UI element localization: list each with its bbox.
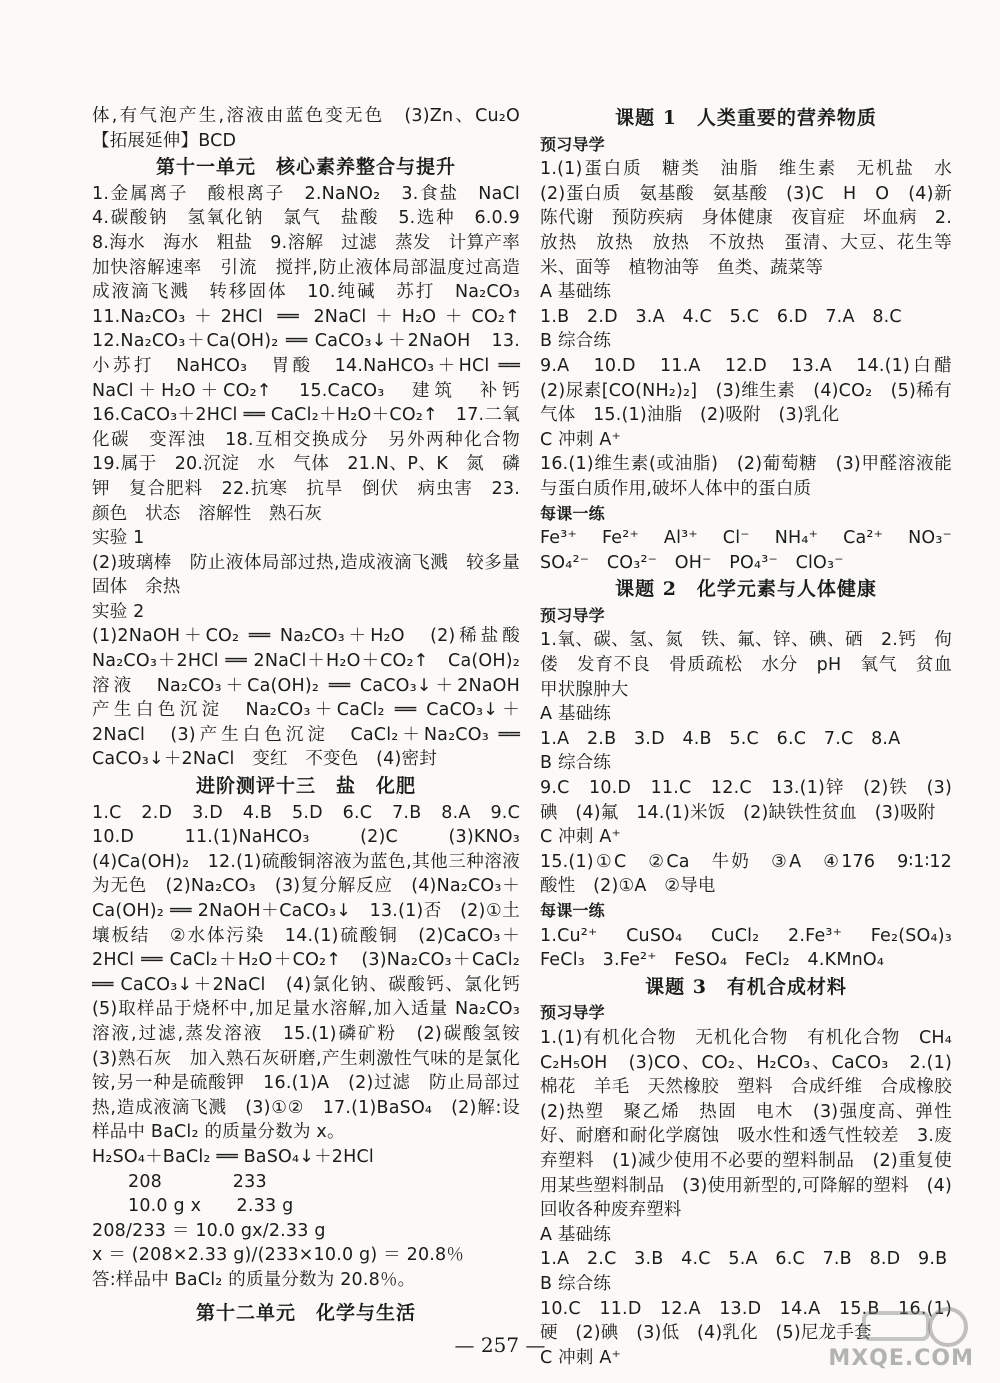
paragraph: 9.A 10.D 11.A 12.D 13.A 14.(1)白醋 (2)尿素[CO(NH₂)₂] (3)维生素 (4)CO₂ (5)稀有气体 15.(1)油脂 (2)吸附 (3)乳化 <box>540 355 970 426</box>
equation: x ＝ (208×2.33 g)/(233×10.0 g) ＝ 20.8％ <box>92 1245 465 1266</box>
paragraph: 10.C 11.D 12.A 13.D 14.A 15.B 16.(1)硬 (2)碘 (3)低 (4)乳化 (5)尼龙手套 <box>540 1298 952 1344</box>
paragraph: 1.B 2.D 3.A 4.C 5.C 6.D 7.A 8.C <box>540 306 902 327</box>
subheading: B 综合练 <box>540 1273 612 1294</box>
paragraph: 15.(1)①C ②Ca 牛奶 ③A ④176 9∶1∶12 酸性 (2)①A ②导电 <box>540 851 970 897</box>
section-heading: 进阶测评十三 盐 化肥 <box>195 775 416 798</box>
subheading: A 基础练 <box>540 282 612 303</box>
equation: H₂SO₄＋BaCl₂ ══ BaSO₄↓＋2HCl <box>92 1146 374 1167</box>
subheading: 预习导学 <box>540 605 605 625</box>
paragraph: (1)2NaOH＋CO₂ ══ Na₂CO₃＋H₂O (2)稀盐酸 Na₂CO₃＋2HCl ══ 2NaCl＋H₂O＋CO₂↑ Ca(OH)₂溶液 Na₂CO₃＋Ca(OH)₂ ══ CaCO₃↓＋2NaOH 产生白色沉淀 Na₂CO₃＋CaCl₂ ══ CaCO₃↓＋2NaCl (3)产生白色沉淀 CaCl₂＋Na₂CO₃ ══ CaCO₃↓＋2NaCl 变红 不变色 (4)密封 <box>92 626 538 770</box>
subheading: 每课一练 <box>540 503 605 523</box>
paragraph: 9.C 10.D 11.C 12.C 13.(1)锌 (2)铁 (3)碘 (4)氟 14.(1)米饭 (2)缺铁性贫血 (3)吸附 <box>540 778 952 823</box>
experiment-title: 实验 1 <box>92 528 145 549</box>
paragraph: (2)玻璃棒 防止液体局部过热,造成液滴飞溅 较多量固体 余热 <box>92 552 520 598</box>
section-heading: 课题 1 人类重要的营养物质 <box>615 107 877 129</box>
watermark-logo <box>778 1305 978 1375</box>
paragraph: 答:样品中 BaCl₂ 的质量分数为 20.8％。 <box>92 1269 416 1290</box>
section-heading: 第十二单元 化学与生活 <box>195 1301 416 1324</box>
section-heading: 课题 2 化学元素与人体健康 <box>615 578 877 601</box>
subheading: 预习导学 <box>540 134 605 154</box>
section-heading: 课题 3 有机合成材料 <box>645 975 847 998</box>
paragraph: 1.(1)有机化合物 无机化合物 有机化合物 CH₄ C₂H₅OH (3)CO、CO₂、H₂CO₃、CaCO₃ 2.(1)棉花 羊毛 天然橡胶 塑料 合成纤维 合成橡胶 (2)热塑 聚乙烯 热固 电木 (3)强度高、弹性好、耐磨和耐化学腐蚀 吸水性和透气性较差 3.废弃塑料 (1)减少使用不必要的塑料制品 (2)重复使用某些塑料制品 (3)使用新型的,可降解的塑料 (4)回收各种废弃塑料 <box>540 1027 970 1221</box>
paragraph: 1.(1)蛋白质 糖类 油脂 维生素 无机盐 水 (2)蛋白质 氨基酸 氨基酸 (3)C H O (4)新陈代谢 预防疾病 身体健康 夜盲症 坏血病 2.放热 放热 放热 不放热 蛋清、大豆、花生等 米、面等 植物油等 鱼类、蔬菜等 <box>540 159 970 278</box>
right-column <box>540 104 970 1370</box>
paragraph: Fe³⁺ Fe²⁺ Al³⁺ Cl⁻ NH₄⁺ Ca²⁺ NO₃⁻ SO₄²⁻ CO₃²⁻ OH⁻ PO₄³⁻ ClO₃⁻ <box>540 528 970 573</box>
subheading: 每课一练 <box>540 901 605 920</box>
paragraph: 1.A 2.C 3.B 4.C 5.A 6.C 7.B 8.D 9.B <box>540 1249 948 1270</box>
paragraph: 1.金属离子 酸根离子 2.NaNO₂ 3.食盐 NaCl 4.碳酸钠 氢氧化钠 氯气 盐酸 5.选种 6.0.9 8.海水 海水 粗盐 9.溶解 过滤 蒸发 计算产率 加快溶解速率 引流 搅拌,防止液体局部温度过高造成液滴飞溅 转移固体 10.纯碱 苏打 Na₂CO₃ 11.Na₂CO₃＋2HCl ══ 2NaCl＋H₂O＋CO₂↑ 12.Na₂CO₃＋Ca(OH)₂ ══ CaCO₃↓＋2NaOH 13.小苏打 NaHCO₃ 胃酸 14.NaHCO₃＋HCl ══ NaCl＋H₂O＋CO₂↑ 15.CaCO₃ 建筑 补钙 16.CaCO₃＋2HCl ══ CaCl₂＋H₂O＋CO₂↑ 17.二氧化碳 变浑浊 18.互相交换成分 另外两种化合物 19.属于 20.沉淀 水 气体 21.N、P、K 氮 磷 钾 复合肥料 22.抗寒 抗旱 倒伏 病虫害 23.颜色 状态 溶解性 熟石灰 <box>92 183 538 524</box>
experiment-title: 实验 2 <box>92 601 145 622</box>
equation: 208 233 <box>128 1171 267 1192</box>
paragraph: 体,有气泡产生,溶液由蓝色变无色 (3)Zn、Cu₂O 【拓展延伸】BCD <box>92 106 538 151</box>
subheading: C 冲刺 A⁺ <box>540 827 621 848</box>
watermark-text: MXQE.COM <box>828 1346 974 1371</box>
page-number: — 257 — <box>454 1333 546 1357</box>
subheading: B 综合练 <box>540 331 612 352</box>
subheading: A 基础练 <box>540 1224 612 1245</box>
subheading: B 综合练 <box>540 753 612 774</box>
subheading: C 冲刺 A⁺ <box>540 429 621 450</box>
paragraph: 1.Cu²⁺ CuSO₄ CuCl₂ 2.Fe³⁺ Fe₂(SO₄)₃ FeCl₃ 3.Fe²⁺ FeSO₄ FeCl₂ 4.KMnO₄ <box>540 925 970 971</box>
section-heading: 第十一单元 核心素养整合与提升 <box>155 156 456 179</box>
left-column <box>92 104 538 1327</box>
paragraph: 1.C 2.D 3.D 4.B 5.D 6.C 7.B 8.A 9.C 10.D 11.(1)NaHCO₃ (2)C (3)KNO₃ (4)Ca(OH)₂ 12.(1)硫酸铜溶液为蓝色,其他三种溶液为无色 (2)Na₂CO₃ (3)复分解反应 (4)Na₂CO₃＋Ca(OH)₂ ══ 2NaOH＋CaCO₃↓ 13.(1)否 (2)①土壤板结 ②水体污染 14.(1)硫酸铜 (2)CaCO₃＋2HCl ══ CaCl₂＋H₂O＋CO₂↑ (3)Na₂CO₃＋CaCl₂ ══ CaCO₃↓＋2NaCl (4)氯化钠、碳酸钙、氯化钙 (5)取样品于烧杯中,加足量水溶解,加入适量 Na₂CO₃ 溶液,过滤,蒸发溶液 15.(1)磷矿粉 (2)碳酸氢铵 (3)熟石灰 加入熟石灰研磨,产生刺激性气味的是氯化铵,另一种是硫酸钾 16.(1)A (2)过滤 防止局部过热,造成液滴飞溅 (3)①② 17.(1)BaSO₄ (2)解:设样品中 BaCl₂ 的质量分数为 x。 <box>92 802 538 1143</box>
subheading: C 冲刺 A⁺ <box>540 1347 621 1368</box>
equation: 208/233 ＝ 10.0 gx/2.33 g <box>92 1220 326 1241</box>
paragraph: 1.A 2.B 3.D 4.B 5.C 6.C 7.C 8.A <box>540 728 901 749</box>
subheading: 预习导学 <box>540 1003 605 1023</box>
subheading: A 基础练 <box>540 704 612 725</box>
paragraph: 16.(1)维生素(或油脂) (2)葡萄糖 (3)甲醛溶液能与蛋白质作用,破坏人体中的蛋白质 <box>540 454 952 499</box>
equation: 10.0 g x 2.33 g <box>128 1196 294 1217</box>
paragraph: 1.氧、碳、氢、氮 铁、氟、锌、碘、硒 2.钙 佝偻 发育不良 骨质疏松 水分 pH 氧气 贫血 甲状腺肿大 <box>540 630 970 700</box>
